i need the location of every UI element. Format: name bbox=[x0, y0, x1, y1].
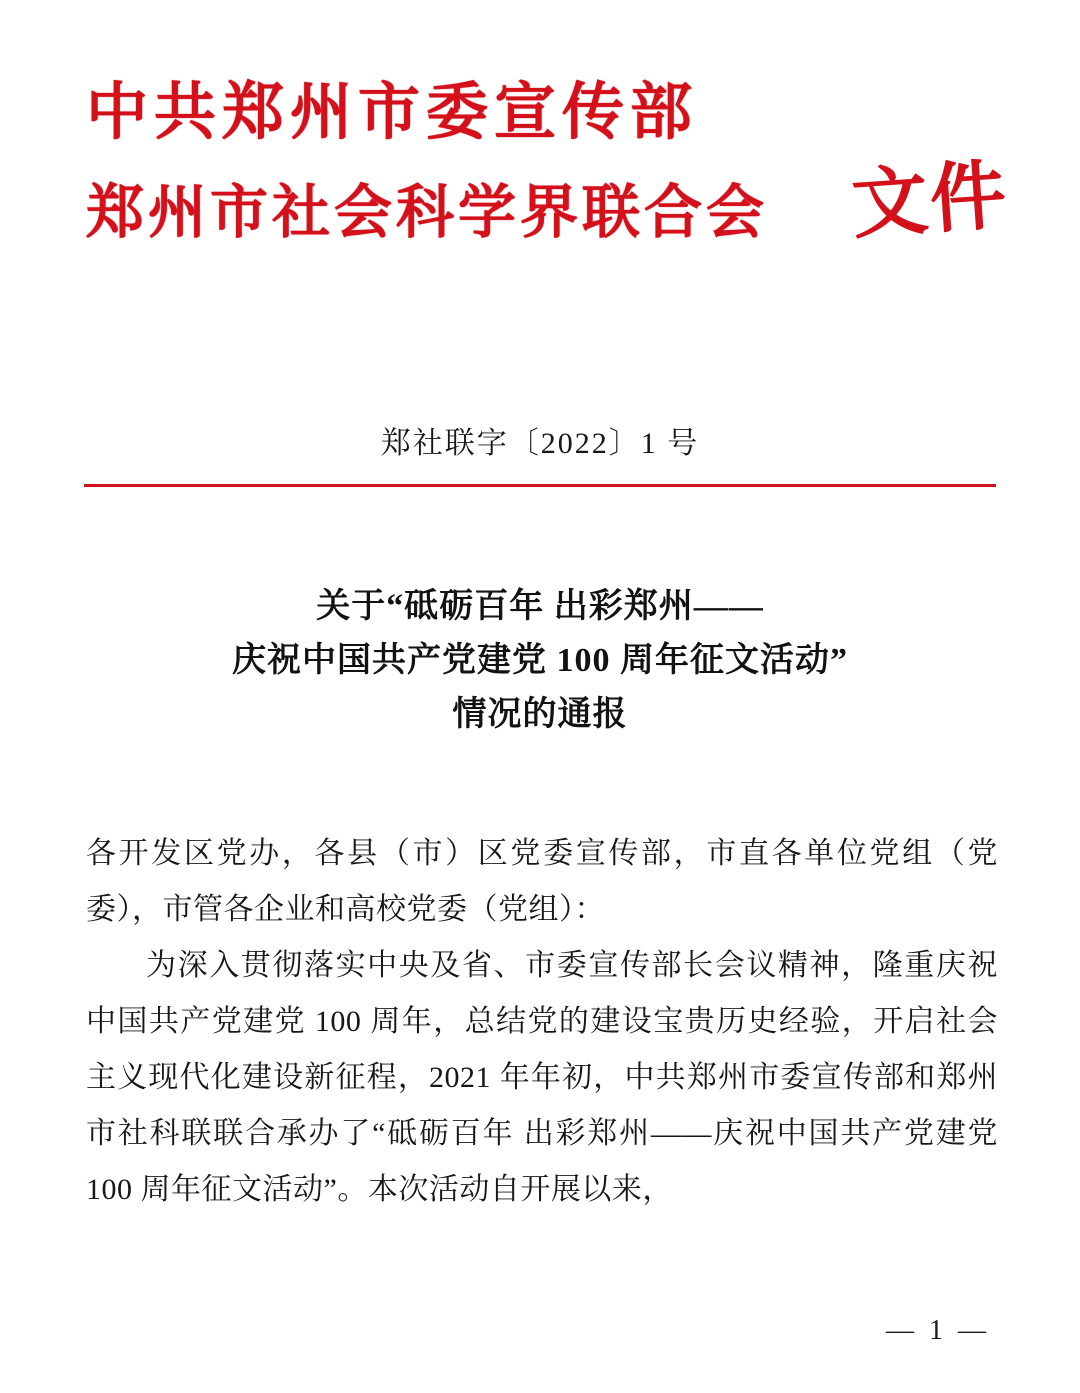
document-body bbox=[86, 826, 998, 1218]
body-salutation: 各开发区党办，各县（市）区党委宣传部，市直各单位党组（党委），市管各企业和高校党委（党组）： bbox=[86, 837, 998, 926]
letterhead-document-label: 文件 bbox=[849, 153, 1011, 249]
body-paragraph-1: 为深入贯彻落实中央及省、市委宣传部长会议精神，隆重庆祝中国共产党建党 100 周年，总结党的建设宝贵历史经验，开启社会主义现代化建设新征程，2021 年年初，中共郑州市委宣传部和郑州市社科联联合承办了“砥砺百年 出彩郑州——庆祝中国共产党建党 100 周年征文活动”。本次活动自开展以来， bbox=[86, 949, 998, 1206]
page-title bbox=[110, 580, 970, 742]
page-title-line-1: 关于“砥砺百年 出彩郑州—— bbox=[316, 588, 764, 625]
letterhead-org-lines bbox=[86, 70, 846, 256]
red-divider-rule bbox=[84, 484, 996, 487]
page-title-line-2: 庆祝中国共产党建党 100 周年征文活动” bbox=[232, 642, 848, 679]
letterhead bbox=[0, 70, 1080, 300]
page-title-line-3: 情况的通报 bbox=[452, 696, 628, 733]
document-number: 郑社联字〔2022〕1 号 bbox=[380, 427, 700, 460]
footer-page-number: — 1 — bbox=[886, 1315, 990, 1346]
letterhead-line-1: 中共郑州市委宣传部 bbox=[86, 79, 699, 147]
letterhead-line-2: 郑州市社会科学界联合会 bbox=[86, 180, 769, 245]
